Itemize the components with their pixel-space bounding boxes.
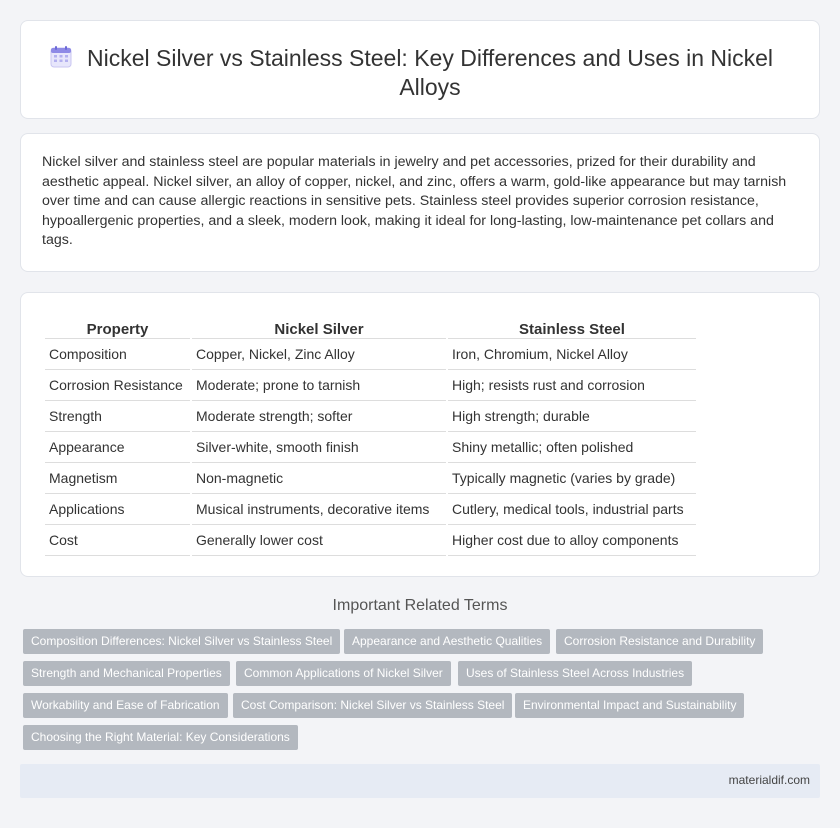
footer bbox=[20, 764, 820, 798]
table-cell: Appearance bbox=[45, 432, 190, 463]
table-cell: High; resists rust and corrosion bbox=[448, 370, 696, 401]
table-cell: Composition bbox=[45, 339, 190, 370]
table-row bbox=[45, 339, 696, 370]
table-cell: Musical instruments, decorative items bbox=[192, 494, 446, 525]
related-term-tag[interactable]: Environmental Impact and Sustainability bbox=[515, 693, 744, 718]
table-cell: Shiny metallic; often polished bbox=[448, 432, 696, 463]
column-header-stainless-steel: Stainless Steel bbox=[448, 315, 696, 339]
table-cell: Corrosion Resistance bbox=[45, 370, 190, 401]
related-term-tag[interactable]: Corrosion Resistance and Durability bbox=[556, 629, 763, 654]
table-cell: Higher cost due to alloy components bbox=[448, 525, 696, 556]
table-cell: Iron, Chromium, Nickel Alloy bbox=[448, 339, 696, 370]
table-cell: Moderate strength; softer bbox=[192, 401, 446, 432]
related-terms-title: Important Related Terms bbox=[332, 597, 508, 614]
table-cell: Cost bbox=[45, 525, 190, 556]
table-row bbox=[45, 463, 696, 494]
column-header-nickel-silver: Nickel Silver bbox=[192, 315, 446, 339]
table-row bbox=[45, 494, 696, 525]
table-row bbox=[45, 401, 696, 432]
related-term-tag[interactable]: Appearance and Aesthetic Qualities bbox=[344, 629, 550, 654]
related-term-tag[interactable]: Uses of Stainless Steel Across Industries bbox=[458, 661, 692, 686]
table-header-row bbox=[45, 315, 696, 339]
table-cell: Moderate; prone to tarnish bbox=[192, 370, 446, 401]
page-title: Nickel Silver vs Stainless Steel: Key Differences and Uses in Nickel Alloys bbox=[86, 45, 773, 100]
comparison-table bbox=[43, 315, 698, 556]
table-cell: Generally lower cost bbox=[192, 525, 446, 556]
table-row bbox=[45, 525, 696, 556]
table-cell: High strength; durable bbox=[448, 401, 696, 432]
table-cell: Typically magnetic (varies by grade) bbox=[448, 463, 696, 494]
table-cell: Magnetism bbox=[45, 463, 190, 494]
table-cell: Copper, Nickel, Zinc Alloy bbox=[192, 339, 446, 370]
related-term-tag[interactable]: Composition Differences: Nickel Silver vs Stainless Steel bbox=[23, 629, 340, 654]
related-term-tag[interactable]: Strength and Mechanical Properties bbox=[23, 661, 230, 686]
table-cell: Strength bbox=[45, 401, 190, 432]
table-cell: Applications bbox=[45, 494, 190, 525]
header-card bbox=[20, 20, 820, 119]
column-header-property: Property bbox=[45, 315, 190, 339]
table-row bbox=[45, 432, 696, 463]
related-term-tag[interactable]: Workability and Ease of Fabrication bbox=[23, 693, 228, 718]
table-cell: Non-magnetic bbox=[192, 463, 446, 494]
intro-paragraph: Nickel silver and stainless steel are popular materials in jewelry and pet accessories, prized for their durability and aesthetic appeal. Nickel silver, an alloy of copper, nickel, and zinc, offers a warm, gold-like appearance but may tarnish over time and can cause allergic reactions in sensitive pets. Stainless steel provides superior corrosion resistance, hypoallergenic properties, and a sleek, modern look, making it ideal for long-lasting, low-maintenance pet collars and tags. bbox=[42, 154, 787, 248]
table-cell: Silver-white, smooth finish bbox=[192, 432, 446, 463]
intro-card bbox=[20, 133, 820, 272]
table-row bbox=[45, 370, 696, 401]
related-term-tag[interactable]: Choosing the Right Material: Key Considerations bbox=[23, 725, 298, 750]
related-term-tag[interactable]: Common Applications of Nickel Silver bbox=[236, 661, 451, 686]
comparison-card bbox=[20, 292, 820, 577]
table-cell: Cutlery, medical tools, industrial parts bbox=[448, 494, 696, 525]
related-term-tag[interactable]: Cost Comparison: Nickel Silver vs Stainless Steel bbox=[233, 693, 512, 718]
footer-site-link[interactable]: materialdif.com bbox=[728, 773, 810, 787]
